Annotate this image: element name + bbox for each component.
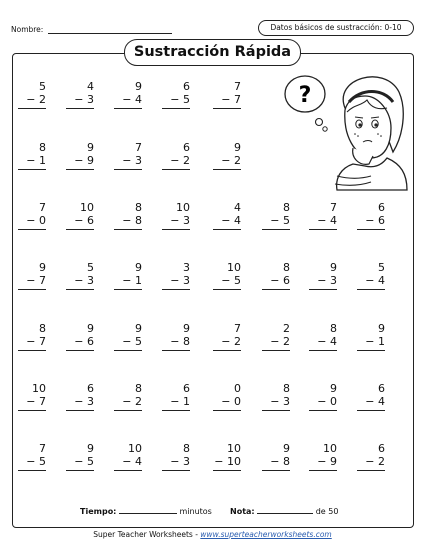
minuend: 9 — [39, 261, 46, 274]
credit-text: Super Teacher Worksheets - — [93, 530, 201, 539]
subtrahend: − 4 — [122, 455, 142, 468]
subtraction-problem — [307, 262, 337, 288]
answer-line[interactable] — [213, 410, 241, 411]
subtrahend: − 3 — [317, 274, 337, 287]
subtrahend: − 7 — [26, 274, 46, 287]
subtrahend: − 2 — [221, 154, 241, 167]
subtraction-problem — [211, 443, 241, 469]
subtraction-problem — [112, 262, 142, 288]
subtrahend: − 9 — [317, 455, 337, 468]
subtraction-problem — [160, 81, 190, 107]
minuend: 7 — [135, 141, 142, 154]
answer-line[interactable] — [114, 289, 142, 290]
subtrahend: − 4 — [365, 274, 385, 287]
answer-line[interactable] — [309, 410, 337, 411]
answer-line[interactable] — [309, 350, 337, 351]
minuend: 8 — [283, 261, 290, 274]
minuend: 3 — [183, 261, 190, 274]
answer-line[interactable] — [66, 289, 94, 290]
subtrahend: − 3 — [170, 455, 190, 468]
subtraction-problem — [16, 262, 46, 288]
subtraction-problem — [355, 383, 385, 409]
subtrahend: − 2 — [221, 335, 241, 348]
subtrahend: − 6 — [74, 214, 94, 227]
answer-line[interactable] — [262, 350, 290, 351]
score-field — [230, 505, 338, 516]
name-label: Nombre: — [11, 25, 44, 34]
answer-line[interactable] — [18, 229, 46, 230]
subtraction-problem — [307, 202, 337, 228]
answer-line[interactable] — [114, 410, 142, 411]
minuend: 9 — [283, 442, 290, 455]
question-mark-icon: ? — [298, 83, 312, 108]
subtraction-problem — [355, 202, 385, 228]
subtrahend: − 1 — [365, 335, 385, 348]
minuend: 9 — [183, 322, 190, 335]
answer-line[interactable] — [162, 350, 190, 351]
subtraction-problem — [112, 383, 142, 409]
subtrahend: − 3 — [270, 395, 290, 408]
minuend: 6 — [378, 382, 385, 395]
subtrahend: − 2 — [170, 154, 190, 167]
subtrahend: − 2 — [26, 93, 46, 106]
subtrahend: − 3 — [170, 274, 190, 287]
subtraction-problem — [355, 443, 385, 469]
minuend: 10 — [128, 442, 142, 455]
minuend: 10 — [176, 201, 190, 214]
subtrahend: − 4 — [221, 214, 241, 227]
subtraction-problem — [260, 262, 290, 288]
minuend: 8 — [135, 382, 142, 395]
subtraction-problem — [160, 443, 190, 469]
answer-line[interactable] — [213, 289, 241, 290]
answer-line[interactable] — [114, 229, 142, 230]
topic-badge: Datos básicos de sustracción: 0-10 — [258, 20, 414, 36]
subtraction-problem — [64, 383, 94, 409]
answer-line[interactable] — [213, 169, 241, 170]
subtraction-problem — [307, 383, 337, 409]
minuend: 8 — [283, 201, 290, 214]
subtrahend: − 4 — [317, 214, 337, 227]
subtraction-problem — [64, 443, 94, 469]
subtrahend: − 5 — [122, 335, 142, 348]
minuend: 7 — [234, 80, 241, 93]
answer-line[interactable] — [357, 289, 385, 290]
answer-line[interactable] — [357, 229, 385, 230]
subtrahend: − 5 — [221, 274, 241, 287]
subtraction-problem — [260, 202, 290, 228]
subtraction-problem — [16, 81, 46, 107]
score-label: Nota: — [230, 507, 255, 516]
minuend: 9 — [378, 322, 385, 335]
minuend: 6 — [183, 80, 190, 93]
answer-line[interactable] — [66, 108, 94, 109]
name-line[interactable] — [48, 33, 172, 34]
subtraction-problem — [160, 202, 190, 228]
answer-line[interactable] — [114, 169, 142, 170]
answer-line[interactable] — [114, 108, 142, 109]
subtrahend: − 2 — [365, 455, 385, 468]
subtraction-problem — [260, 383, 290, 409]
minuend: 8 — [135, 201, 142, 214]
subtrahend: − 0 — [317, 395, 337, 408]
subtrahend: − 3 — [122, 154, 142, 167]
subtraction-problem — [112, 323, 142, 349]
answer-line[interactable] — [66, 169, 94, 170]
subtrahend: − 5 — [26, 455, 46, 468]
subtraction-problem — [211, 383, 241, 409]
minuend: 10 — [323, 442, 337, 455]
thought-dot — [316, 119, 323, 126]
answer-line[interactable] — [213, 350, 241, 351]
subtraction-problem — [16, 202, 46, 228]
subtraction-problem — [355, 323, 385, 349]
answer-line[interactable] — [162, 229, 190, 230]
answer-line[interactable] — [18, 410, 46, 411]
subtraction-problem — [112, 443, 142, 469]
minuend: 10 — [227, 261, 241, 274]
subtrahend: − 7 — [26, 395, 46, 408]
answer-line[interactable] — [162, 108, 190, 109]
minuend: 6 — [183, 382, 190, 395]
answer-line[interactable] — [66, 470, 94, 471]
minuend: 8 — [183, 442, 190, 455]
subtrahend: − 8 — [270, 455, 290, 468]
subtrahend: − 4 — [365, 395, 385, 408]
subtraction-problem — [64, 81, 94, 107]
answer-line[interactable] — [357, 350, 385, 351]
minuend: 9 — [330, 382, 337, 395]
score-blank[interactable] — [257, 505, 313, 514]
subtrahend: − 1 — [122, 274, 142, 287]
subtraction-problem — [16, 323, 46, 349]
subtrahend: − 8 — [122, 214, 142, 227]
subtraction-problem — [211, 262, 241, 288]
subtrahend: − 4 — [122, 93, 142, 106]
minuend: 8 — [283, 382, 290, 395]
page-title: Sustracción Rápida — [124, 39, 301, 66]
answer-line[interactable] — [18, 289, 46, 290]
subtrahend: − 5 — [270, 214, 290, 227]
subtraction-problem — [64, 142, 94, 168]
answer-line[interactable] — [262, 470, 290, 471]
minuend: 9 — [87, 442, 94, 455]
subtraction-problem — [260, 323, 290, 349]
subtrahend: − 3 — [74, 395, 94, 408]
answer-line[interactable] — [162, 470, 190, 471]
subtrahend: − 4 — [317, 335, 337, 348]
minuend: 6 — [183, 141, 190, 154]
subtrahend: − 0 — [26, 214, 46, 227]
subtraction-problem — [160, 142, 190, 168]
minuend: 4 — [87, 80, 94, 93]
subtrahend: − 6 — [270, 274, 290, 287]
minuend: 7 — [39, 442, 46, 455]
answer-line[interactable] — [309, 289, 337, 290]
time-unit: minutos — [179, 507, 212, 516]
subtraction-problem — [211, 323, 241, 349]
minuend: 8 — [39, 141, 46, 154]
subtrahend: − 8 — [170, 335, 190, 348]
subtrahend: − 3 — [74, 93, 94, 106]
answer-line[interactable] — [213, 470, 241, 471]
subtrahend: − 7 — [221, 93, 241, 106]
minuend: 9 — [87, 322, 94, 335]
answer-line[interactable] — [66, 229, 94, 230]
subtraction-problem — [64, 262, 94, 288]
minuend: 9 — [330, 261, 337, 274]
credit-line — [0, 530, 425, 539]
answer-line[interactable] — [262, 229, 290, 230]
answer-line[interactable] — [309, 470, 337, 471]
minuend: 7 — [234, 322, 241, 335]
subtrahend: − 10 — [214, 455, 241, 468]
subtraction-problem — [16, 443, 46, 469]
minuend: 9 — [135, 322, 142, 335]
minuend: 9 — [87, 141, 94, 154]
minuend: 9 — [234, 141, 241, 154]
subtraction-problem — [160, 262, 190, 288]
answer-line[interactable] — [162, 289, 190, 290]
answer-line[interactable] — [114, 470, 142, 471]
answer-line[interactable] — [18, 350, 46, 351]
subtrahend: − 2 — [122, 395, 142, 408]
answer-line[interactable] — [262, 289, 290, 290]
subtraction-problem — [160, 323, 190, 349]
answer-line[interactable] — [66, 410, 94, 411]
subtraction-problem — [355, 262, 385, 288]
minuend: 6 — [87, 382, 94, 395]
subtrahend: − 1 — [26, 154, 46, 167]
minuend: 5 — [378, 261, 385, 274]
subtrahend: − 3 — [170, 214, 190, 227]
subtraction-problem — [260, 443, 290, 469]
minuend: 7 — [330, 201, 337, 214]
thought-dot — [323, 127, 327, 131]
minuend: 8 — [330, 322, 337, 335]
minuend: 6 — [378, 201, 385, 214]
subtrahend: − 5 — [170, 93, 190, 106]
subtraction-problem — [211, 202, 241, 228]
time-blank[interactable] — [119, 505, 177, 514]
minuend: 10 — [32, 382, 46, 395]
subtrahend: − 9 — [74, 154, 94, 167]
subtrahend: − 5 — [74, 455, 94, 468]
subtrahend: − 2 — [270, 335, 290, 348]
subtraction-problem — [112, 81, 142, 107]
subtrahend: − 0 — [221, 395, 241, 408]
minuend: 9 — [135, 261, 142, 274]
minuend: 5 — [39, 80, 46, 93]
time-label: Tiempo: — [80, 507, 117, 516]
subtraction-problem — [112, 202, 142, 228]
subtraction-problem — [16, 142, 46, 168]
subtrahend: − 6 — [365, 214, 385, 227]
subtraction-problem — [112, 142, 142, 168]
minuend: 4 — [234, 201, 241, 214]
answer-line[interactable] — [213, 108, 241, 109]
credit-link[interactable]: www.superteacherworksheets.com — [200, 530, 332, 539]
subtraction-problem — [307, 323, 337, 349]
score-suffix: de 50 — [315, 507, 339, 516]
subtrahend: − 7 — [26, 335, 46, 348]
answer-line[interactable] — [213, 229, 241, 230]
thinking-girl-illustration — [275, 66, 410, 192]
answer-line[interactable] — [262, 410, 290, 411]
subtrahend: − 3 — [74, 274, 94, 287]
minuend: 10 — [80, 201, 94, 214]
minuend: 8 — [39, 322, 46, 335]
subtraction-problem — [64, 202, 94, 228]
minuend: 2 — [283, 322, 290, 335]
answer-line[interactable] — [114, 350, 142, 351]
subtraction-problem — [160, 383, 190, 409]
subtraction-problem — [64, 323, 94, 349]
subtraction-problem — [307, 443, 337, 469]
answer-line[interactable] — [66, 350, 94, 351]
answer-line[interactable] — [357, 470, 385, 471]
answer-line[interactable] — [357, 410, 385, 411]
minuend: 6 — [378, 442, 385, 455]
answer-line[interactable] — [162, 169, 190, 170]
subtrahend: − 1 — [170, 395, 190, 408]
answer-line[interactable] — [18, 169, 46, 170]
minuend: 0 — [234, 382, 241, 395]
minuend: 9 — [135, 80, 142, 93]
subtraction-problem — [16, 383, 46, 409]
subtraction-problem — [211, 142, 241, 168]
minuend: 7 — [39, 201, 46, 214]
minuend: 5 — [87, 261, 94, 274]
answer-line[interactable] — [309, 229, 337, 230]
subtraction-problem — [211, 81, 241, 107]
time-field — [80, 505, 212, 516]
subtrahend: − 6 — [74, 335, 94, 348]
answer-line[interactable] — [18, 470, 46, 471]
answer-line[interactable] — [162, 410, 190, 411]
minuend: 10 — [227, 442, 241, 455]
answer-line[interactable] — [18, 108, 46, 109]
